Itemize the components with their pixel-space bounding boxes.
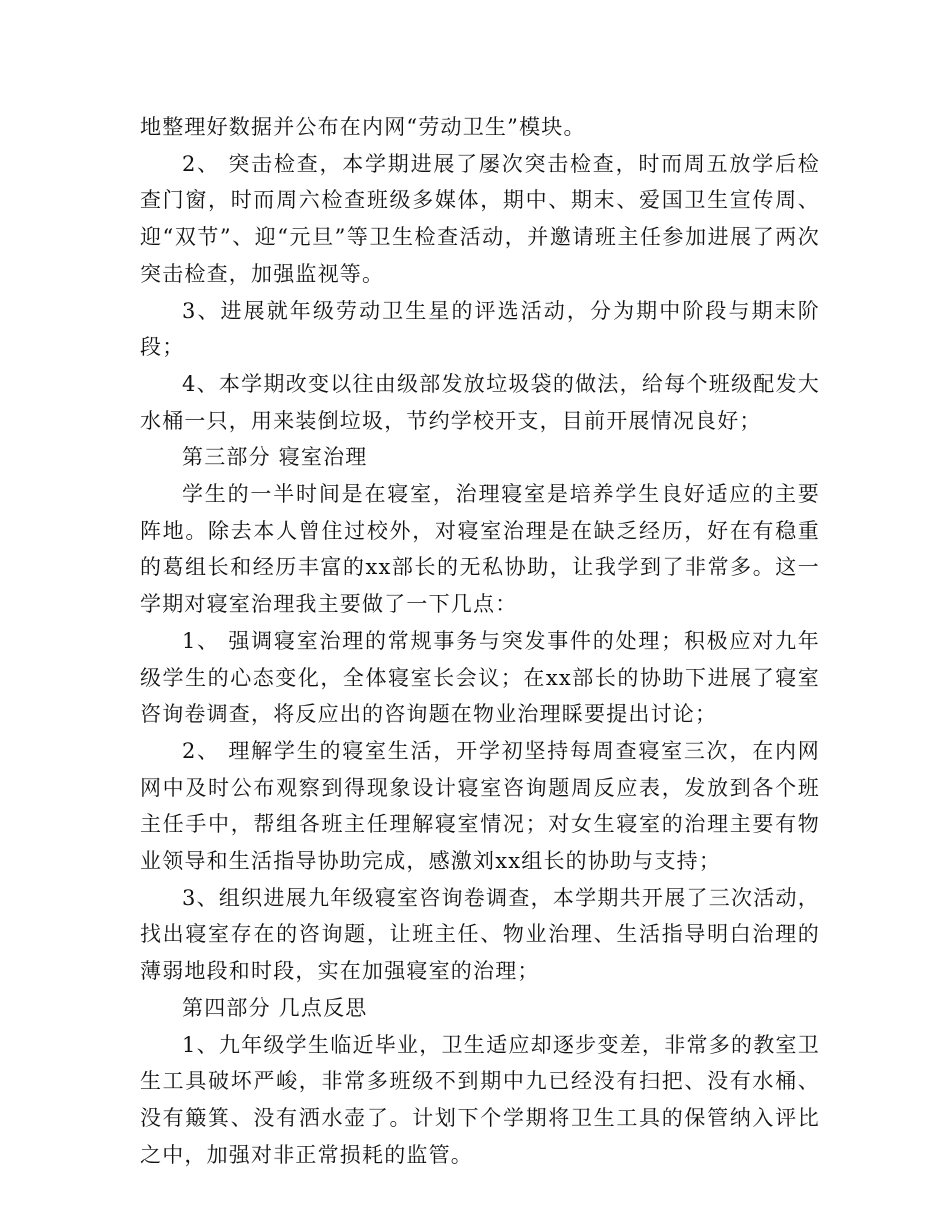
- section-heading-part-four: 第四部分 几点反思: [182, 995, 368, 1020]
- paragraph-dorm-item-2: 2、 理解学生的寝室生活，开学初坚持每周查寝室三次，在内网网中及时公布观察到得现象设计寝室咨询题周反应表，发放到各个班主任手中，帮组各班主任理解寝室情况；对女生寝室的治理主要有物业领导和生活指导协助完成，感激刘xx组长的协助与支持；: [140, 738, 820, 874]
- paragraph-item-3-hygiene-star: 3、进展就年级劳动卫生星的评选活动，分为期中阶段与期末阶段；: [140, 298, 820, 360]
- document-body: [140, 109, 820, 1173]
- paragraph-continuation: 地整理好数据并公布在内网“劳动卫生”模块。: [140, 115, 586, 139]
- paragraph-item-4-buckets: 4、本学期改变以往由级部发放垃圾袋的做法，给每个班级配发大水桶一只，用来装倒垃圾，节约学校开支，目前开展情况良好；: [140, 371, 820, 433]
- paragraph-dormitory-intro: 学生的一半时间是在寝室，治理寝室是培养学生良好适应的主要阵地。除去本人曾住过校外，对寝室治理是在缺乏经历，好在有稳重的葛组长和经历丰富的xx部长的无私协助，让我学到了非常多。这一学期对寝室治理我主要做了一下几点：: [140, 482, 820, 617]
- section-heading-part-three: 第三部分 寝室治理: [182, 445, 368, 470]
- paragraph-dorm-item-3: 3、组织进展九年级寝室咨询卷调查，本学期共开展了三次活动，找出寝室存在的咨询题，让班主任、物业治理、生活指导明白治理的薄弱地段和时段，实在加强寝室的治理；: [140, 885, 820, 984]
- paragraph-item-2-surprise-inspection: 2、 突击检查，本学期进展了屡次突击检查，时而周五放学后检查门窗，时而周六检查班级多媒体，期中、期末、爱国卫生宣传周、迎“双节”、迎“元旦”等卫生检查活动，并邀请班主任参加进展了两次突击检查，加强监视等。: [140, 151, 820, 286]
- paragraph-reflection-item-1: 1、九年级学生临近毕业，卫生适应却逐步变差，非常多的教室卫生工具破坏严峻，非常多班级不到期中九已经没有扫把、没有水桶、没有簸箕、没有洒水壶了。计划下个学期将卫生工具的保管纳入评比之中，加强对非正常损耗的监管。: [140, 1032, 820, 1167]
- paragraph-dorm-item-1: 1、 强调寝室治理的常规事务与突发事件的处理；积极应对九年级学生的心态变化，全体寝室长会议；在xx部长的协助下进展了寝室咨询卷调查，将反应出的咨询题在物业治理睬要提出讨论；: [140, 628, 820, 727]
